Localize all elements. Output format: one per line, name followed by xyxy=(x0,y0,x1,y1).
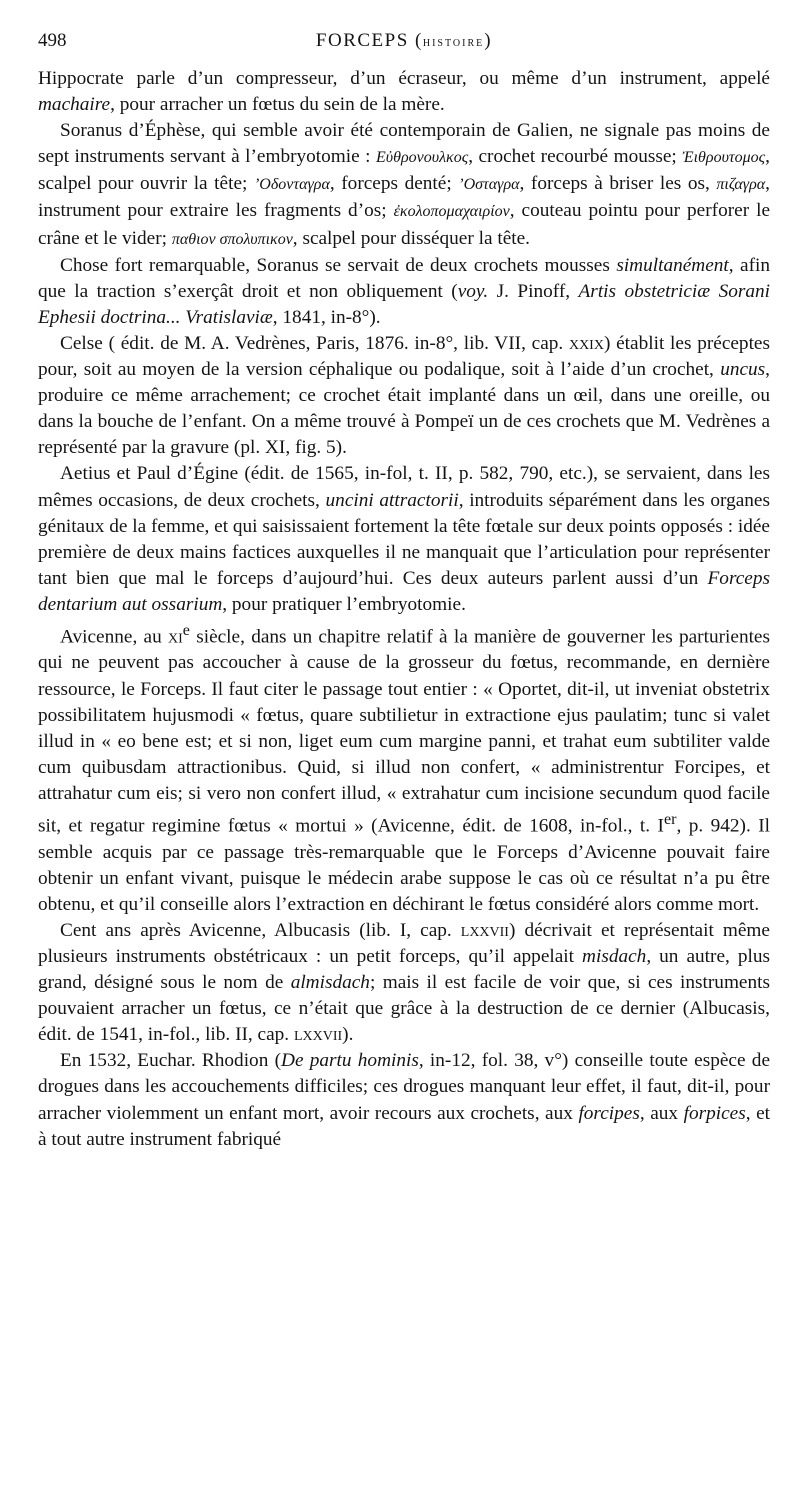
text: , in-12, fol. 38, v°) conseille toute espèce de drogues dans les accouchements difficiles; ces drogues manquant leur effet, il faut, dit-il, pour arracher violemment un enfant mort, avoir recours aux crochets, aux xyxy=(38,1050,770,1124)
text: , un autre, plus grand, désigné sous le nom de xyxy=(38,945,771,994)
text: , instrument pour extraire les fragments d’os; xyxy=(38,173,770,222)
italic-term: machaire xyxy=(38,94,111,116)
text: Hippocrate parle d’un compresseur, d’un écraseur, ou même d’un instrument, appelé xyxy=(38,68,770,89)
text: Aetius et Paul d’Égine (édit. de 1565, in-fol, t. II, p. 582, 790, etc.), se servaient, dans les mêmes occasions, de deux crochets, xyxy=(38,463,770,511)
italic-term: voy. xyxy=(457,280,489,302)
text: , et à tout autre instrument fabriqué xyxy=(38,1102,770,1150)
text: , afin que la traction s’exerçât droit et non obliquement ( xyxy=(38,254,771,302)
page-body xyxy=(38,66,770,1153)
italic-citation: Artis obstetriciæ Sorani Ephesii doctrina... Vratislaviæ xyxy=(38,280,771,328)
text: ). xyxy=(342,1024,354,1046)
paragraph-aetius xyxy=(38,461,770,618)
paragraph-soranus xyxy=(38,118,770,252)
text: ; mais il est facile de voir que, si ces instruments pouvaient arracher un fœtus, ce n’était que grâce à la destruction de ce dernier (Albucasis, édit. de 1541, in-fol., lib. II, cap. xyxy=(38,972,770,1046)
italic-term: forcipes xyxy=(578,1102,640,1124)
text: , forceps à briser les os, xyxy=(519,173,717,195)
italic-term: uncus xyxy=(720,359,766,381)
text: , produire ce même arrachement; ce crochet était implanté dans un œil, dans une oreille, ou dans la bouche de l’enfant. On a même trouvé à Pompeï un de ces crochets que M. Vedrènes a représenté par la gravure (pl. XI, fig. 5). xyxy=(38,359,770,459)
italic-term: forpices xyxy=(683,1102,746,1124)
text: ) décrivait et représentait même plusieurs instruments obstétricaux : un petit forceps, qu’il appelait xyxy=(38,919,770,967)
text: En 1532, Euchar. Rhodion ( xyxy=(60,1050,282,1072)
text: , introduits séparément dans les organes génitaux de la femme, et qui saisissaient fortement la tête fœtale sur deux points opposés : idée première de deux mains factices auxquelles il ne manquait que l’articulation pour représenter tant bien que mal le forceps d’aujourd’hui. Ces deux auteurs parlent aussi d’un xyxy=(38,489,770,589)
greek-term: ἐκολοπομαχαιρίον xyxy=(393,203,510,221)
greek-term: ’Οδονταγρα xyxy=(253,176,330,194)
text: Celse ( édit. de M. A. Vedrènes, Paris, 1876. in-8°, lib. VII, cap. xyxy=(60,332,569,354)
roman-numeral: xi xyxy=(168,626,183,648)
greek-term: Εὐθρονουλκος xyxy=(376,149,469,167)
text: J. Pinoff, xyxy=(488,280,579,302)
paragraph-hippocrate xyxy=(38,66,770,118)
text: , forceps denté; xyxy=(329,173,459,195)
text: , p. 942). Il semble acquis par ce passage très-remarquable que le Forceps d’Avicenne pouvait faire obtenir un enfant vivant, puisque le médecin arabe suppose le cas où ce résultat n’a pu être obtenu, et qu’il conseille alors l’extraction en déchirant le fœtus considéré alors comme mort. xyxy=(38,815,770,915)
greek-term: Ἐιθρουτομος xyxy=(682,149,766,167)
text: , aux xyxy=(639,1102,684,1124)
text: siècle, dans un chapitre relatif à la manière de gouverner les parturientes qui ne peuvent pas accoucher à cause de la grosseur du fœtus, recommande, en dernière ressource, le Forceps. Il faut citer le passage tout entier : « Oportet, dit-il, ut inveniat obstetrix possibilitatem hujusmodi « fœtus, quare subtilietur in extractione ejus paulatim; tunc si valet illud in « eo bene est; et si non, liget eum cum margine panni, et trahat eum subtiliter valde cum quibusdam attractionibus. Quid, si illud non confert, « administrentur Forcipes, et attrahatur cum eis; si vero non confert illud, « extrahatur cum incisione secundum quod facile sit, et regatur regimine fœtus « mortui » (Avicenne, édit. de 1608, in-fol., t. I xyxy=(38,626,770,837)
running-title-paren-close: ) xyxy=(484,30,493,51)
roman-numeral: lxxvii xyxy=(460,919,509,941)
running-title-paren-open: ( xyxy=(408,30,423,51)
paragraph-albucasis xyxy=(38,918,770,1048)
running-title-sub: histoire xyxy=(422,35,485,50)
running-title xyxy=(38,30,770,52)
text: , pour pratiquer l’embryotomie. xyxy=(222,593,466,615)
text: Chose fort remarquable, Soranus se servait de deux crochets mousses xyxy=(60,254,617,276)
text: Cent ans après Avicenne, Albucasis (lib. I, cap. xyxy=(60,919,461,941)
greek-term: πιζαγρα xyxy=(716,176,766,194)
paragraph-soranus-crochets xyxy=(38,253,770,331)
text: Soranus d’Éphèse, qui semble avoir été contemporain de Galien, ne signale pas moins de sept instruments servant à l’embryotomie : xyxy=(38,120,770,168)
greek-term: παθιον σπολυπικον xyxy=(171,230,293,248)
italic-term: uncini attractorii xyxy=(325,489,459,511)
text: , couteau pointu pour perforer le crâne et le vider; xyxy=(38,200,770,249)
book-page xyxy=(38,30,771,1150)
text: , scalpel pour disséquer la tête. xyxy=(292,227,530,249)
paragraph-avicenne xyxy=(38,618,770,918)
italic-term: misdach xyxy=(582,945,647,967)
italic-term: almisdach xyxy=(290,972,370,994)
superscript: er xyxy=(663,811,677,829)
page-number: 498 xyxy=(38,30,67,51)
text: , crochet recourbé mousse; xyxy=(468,146,683,168)
paragraph-celse xyxy=(38,331,770,461)
text: Avicenne, au xyxy=(60,626,169,648)
roman-numeral: xxix xyxy=(568,332,604,354)
text: , scalpel pour ouvrir la tête; xyxy=(38,146,770,195)
running-header xyxy=(38,30,770,60)
italic-term: simultanément xyxy=(616,254,729,276)
superscript: e xyxy=(182,621,190,639)
text: ) établit les préceptes pour, soit au moyen de la version céphalique ou podalique, soit à l’aide d’un crochet, xyxy=(38,332,770,381)
paragraph-rhodion xyxy=(38,1048,770,1152)
text: , pour arracher un fœtus du sein de la mère. xyxy=(110,94,445,116)
running-title-main: FORCEPS xyxy=(315,30,409,51)
italic-term: Forceps dentarium aut ossarium xyxy=(38,567,770,615)
italic-citation: De partu hominis xyxy=(281,1050,419,1072)
greek-term: ’Οσταγρα xyxy=(458,176,520,194)
roman-numeral: lxxvii xyxy=(293,1024,343,1046)
text: , 1841, in-8°). xyxy=(272,306,381,328)
